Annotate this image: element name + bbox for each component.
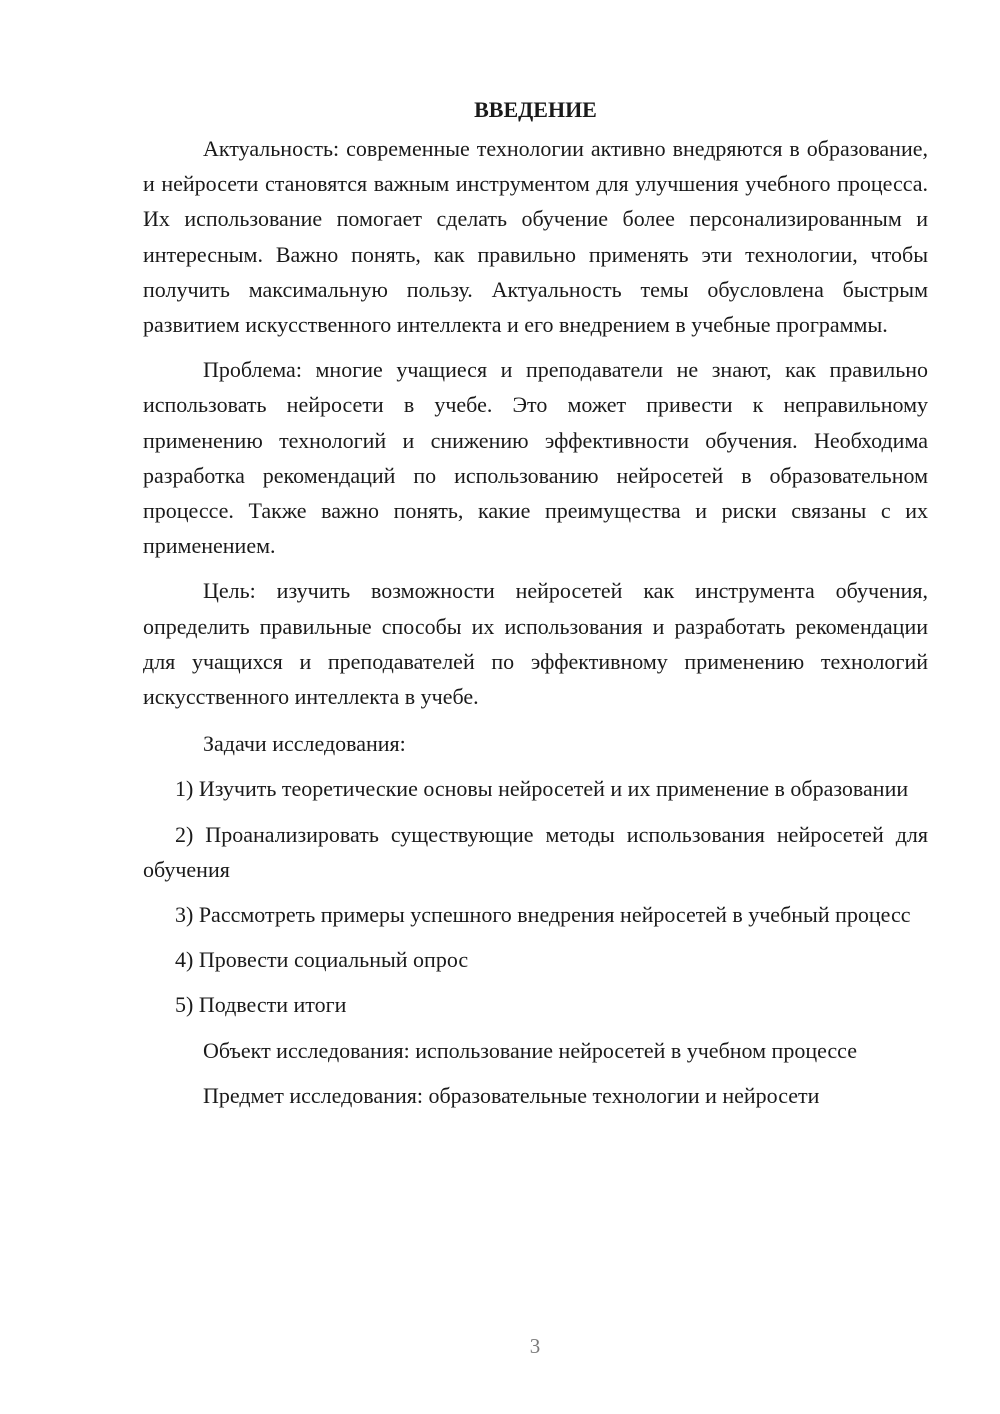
task-item-2: 2) Проанализировать существующие методы использования нейросетей для обучения — [143, 821, 928, 882]
research-object-paragraph: Объект исследования: использование нейросетей в учебном процессе — [203, 1037, 857, 1063]
task-item-5: 5) Подвести итоги — [175, 992, 347, 1018]
tasks-heading: Задачи исследования: — [203, 731, 406, 757]
goal-paragraph: Цель: изучить возможности нейросетей как инструмента обучения, определить правильные способы их использования и разработать рекомендации для учащихся и преподавателей по эффективному применению технологий искусственного интеллекта в учебе. — [143, 578, 928, 710]
task-item-4: 4) Провести социальный опрос — [175, 947, 469, 973]
page-content — [143, 92, 928, 1113]
task-item-1: 1) Изучить теоретические основы нейросетей и их применение в образовании — [175, 776, 909, 802]
task-item-3: 3) Рассмотреть примеры успешного внедрения нейросетей в учебный процесс — [175, 902, 911, 928]
relevance-paragraph: Актуальность: современные технологии активно внедряются в образование, и нейросети становятся важным инструментом для улучшения учебного процесса. Их использование помогает сделать обучение более персонализированным и интересным. Важно понять, как правильно применять эти технологии, чтобы получить максимальную пользу. Актуальность темы обусловлена быстрым развитием искусственного интеллекта и его внедрением в учебные программы. — [143, 136, 928, 338]
problem-paragraph: Проблема: многие учащиеся и преподаватели не знают, как правильно использовать нейросети в учебе. Это может привести к неправильному применению технологий и снижению эффективности обучения. Необходима разработка рекомендаций по использованию нейросетей в образовательном процессе. Также важно понять, какие преимущества и риски связаны с их применением. — [143, 357, 928, 559]
research-subject-paragraph: Предмет исследования: образовательные технологии и нейросети — [203, 1082, 820, 1108]
section-heading: ВВЕДЕНИЕ — [474, 97, 597, 122]
page-number: 3 — [529, 1334, 541, 1358]
